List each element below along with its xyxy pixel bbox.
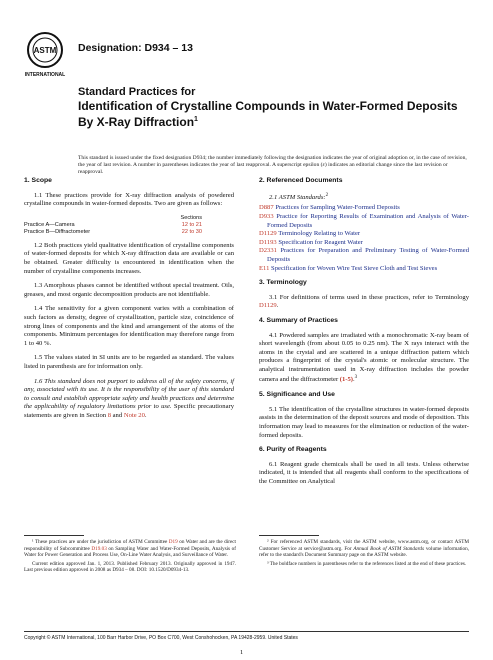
footnotes-left [24, 539, 236, 576]
section-heading-scope: 1. Scope [24, 177, 52, 184]
references-link[interactable]: (1-5) [339, 376, 353, 384]
section-8-link[interactable]: 8 [107, 411, 111, 419]
footnote-3: ³ The boldface numbers in parentheses refer to the references listed at the end of these practices. [267, 560, 467, 567]
paragraph-2-1: 2.1 ASTM Standards:$^2$ [269, 192, 329, 201]
paragraph-6-1: 6.1 Reagent grade chemicals shall be used in all tests. Unless otherwise indicated, it is intended that all reagents shall conform to the specifications of the Committee on Analytical [259, 460, 469, 485]
paragraph-3-1: 3.1 For definitions of terms used in these practices, refer to Terminology D1129. [259, 293, 469, 310]
document-title [78, 86, 468, 130]
paragraph-1-1: 1.1 These practices provide for X-ray diffraction analysis of powdered crystalline compounds in water-formed deposits. Two are given as follows: [24, 191, 234, 208]
sections-header: Sections [180, 214, 202, 221]
note-20-link[interactable]: Note 20 [123, 411, 145, 419]
section-heading-referenced-documents: 2. Referenced Documents [259, 177, 343, 184]
section-link-b[interactable]: 22 to 30 [181, 228, 202, 235]
reference-item[interactable]: D1193 Specification for Reagent Water [259, 238, 363, 246]
reference-item[interactable]: D887 Practices for Sampling Water-Formed Deposits [259, 204, 400, 212]
page-number: 1 [240, 649, 244, 656]
subcommittee-link[interactable]: D19.03 [91, 545, 107, 552]
footnote-2: ² For referenced ASTM standards, visit the ASTM website, www.astm.org, or contact ASTM Customer Service at service@astm.org. For Annual Book of ASTM Standards volume information, refer to the standard's Document Summary page on the ASTM website. [259, 539, 469, 559]
paragraph-1-5: 1.5 The values stated in SI units are to be regarded as standard. The values listed in parenthesis are for information only. [24, 354, 234, 370]
reference-item[interactable]: D2331 Practices for Preparation and Preliminary Testing of Water-Formed Deposits [259, 247, 470, 263]
footnote-1-edition: Current edition approved Jan. 1, 2013. Published February 2013. Originally approved in 1947. Last previous edition approved in 2008 as D934 – 08. DOI: 10.1520/D0934-13. [24, 560, 236, 574]
sections-row-a: Practice A—Camera 12 to 21 [24, 221, 202, 228]
designation: Designation: D934 – 13 [78, 42, 193, 54]
designation-notice: This standard is issued under the fixed designation D934; the number immediately following the designation indicates the year of original adoption or, in the case of revision, the year of last revision. A number in parentheses indicates the year of last reapproval. A superscript epsilon (ε) indicates an editorial change since the last revision or reapproval. [78, 155, 467, 176]
svg-text:INTERNATIONAL: INTERNATIONAL [24, 72, 66, 78]
paragraph-1-2: 1.2 Both practices yield qualitative identification of crystalline components of water-formed deposits for which X-ray diffraction data are available or can be obtained. Greater difficulty is encountered in identification when the number of crystalline components increases. [24, 241, 234, 275]
right-column [259, 177, 469, 493]
footnote-divider-left [24, 535, 84, 536]
astm-logo-icon [22, 30, 68, 80]
left-column [24, 177, 234, 426]
reference-item[interactable]: D933 Practice for Reporting Results of Examination and Analysis of Water-Formed Deposits [259, 212, 469, 229]
title-line-1: Standard Practices for [78, 86, 196, 98]
d1129-link[interactable]: D1129 [259, 302, 277, 310]
sections-row-b: Practice B—Diffractometer 22 to 30 [24, 228, 202, 235]
title-line-2: Identification of Crystalline Compounds in Water-Formed Deposits By X-Ray Diffraction$^1$ [78, 98, 458, 129]
copyright-line: Copyright © ASTM International, 100 Barr Harbor Drive, PO Box C700, West Conshohocken, PA 19428-2959. United States [24, 635, 298, 641]
footnote-divider-right [259, 535, 319, 536]
sections-table [24, 215, 234, 236]
footnote-1: ¹ These practices are under the jurisdiction of ASTM Committee D19 on Water and are the direct responsibility of Subcommittee D19.03 on Sampling Water and Water-Formed Deposits, Analysis of Water for Power Generation and Process Use, On-Line Water Analysis, and Surveillance of Water. [24, 539, 236, 559]
paragraph-4-1: 4.1 Powdered samples are irradiated with a monochromatic X-ray beam of short wavelength (from about 0.05 to 0.25 nm). The X rays interact with the atoms in the crystal and are scattered in a unique diffraction pattern which produces a fingerprint of the crystal's atomic or molecular structure. The analytical instrumentation used in X-ray diffraction includes the powder camera and the diffractometer (1-5).$^3$ [259, 331, 469, 384]
committee-d19-link[interactable]: D19 [168, 539, 178, 545]
reference-item[interactable]: E11 Specification for Woven Wire Test Sieve Cloth and Test Sieves [259, 264, 438, 272]
svg-text:ASTM: ASTM [33, 46, 57, 55]
paragraph-1-3: 1.3 Amorphous phases cannot be identified without special treatment. Oils, greases, and most organic decomposition products are not identifiable. [24, 282, 234, 298]
section-heading-significance: 5. Significance and Use [259, 391, 335, 399]
footnotes-right [259, 539, 469, 569]
section-heading-terminology: 3. Terminology [259, 279, 307, 287]
paragraph-1-4: 1.4 The sensitivity for a given component varies with a combination of such factors as density, degree of crystallization, particle size, coincidence of strong lines of components and the kind and arrangement of the atoms of the components. Minimum percentages for identification may therefore range from 1 to 40 %. [24, 305, 234, 347]
section-heading-purity: 6. Purity of Reagents [259, 446, 327, 454]
section-heading-summary: 4. Summary of Practices [259, 316, 338, 324]
reference-list [259, 204, 469, 273]
reference-item[interactable]: D1129 Terminology Relating to Water [259, 230, 361, 238]
paragraph-5-1: 5.1 The identification of the crystalline structures in water-formed deposits assists in the determination of the deposit sources and mode of deposition. This information may lead to measures for the elimination or reduction of the water-formed deposits. [259, 405, 469, 439]
copyright-divider [24, 631, 469, 632]
section-link-a[interactable]: 12 to 21 [181, 221, 202, 228]
paragraph-1-6: 1.6 This standard does not purport to address all of the safety concerns, if any, associated with its use. It is the responsibility of the user of this standard to consult and establish appropriate safety and health practices and determine the applicability of regulatory limitations prior to use. Specific precautionary statements are given in Section 8 and Note 20. [24, 377, 234, 419]
